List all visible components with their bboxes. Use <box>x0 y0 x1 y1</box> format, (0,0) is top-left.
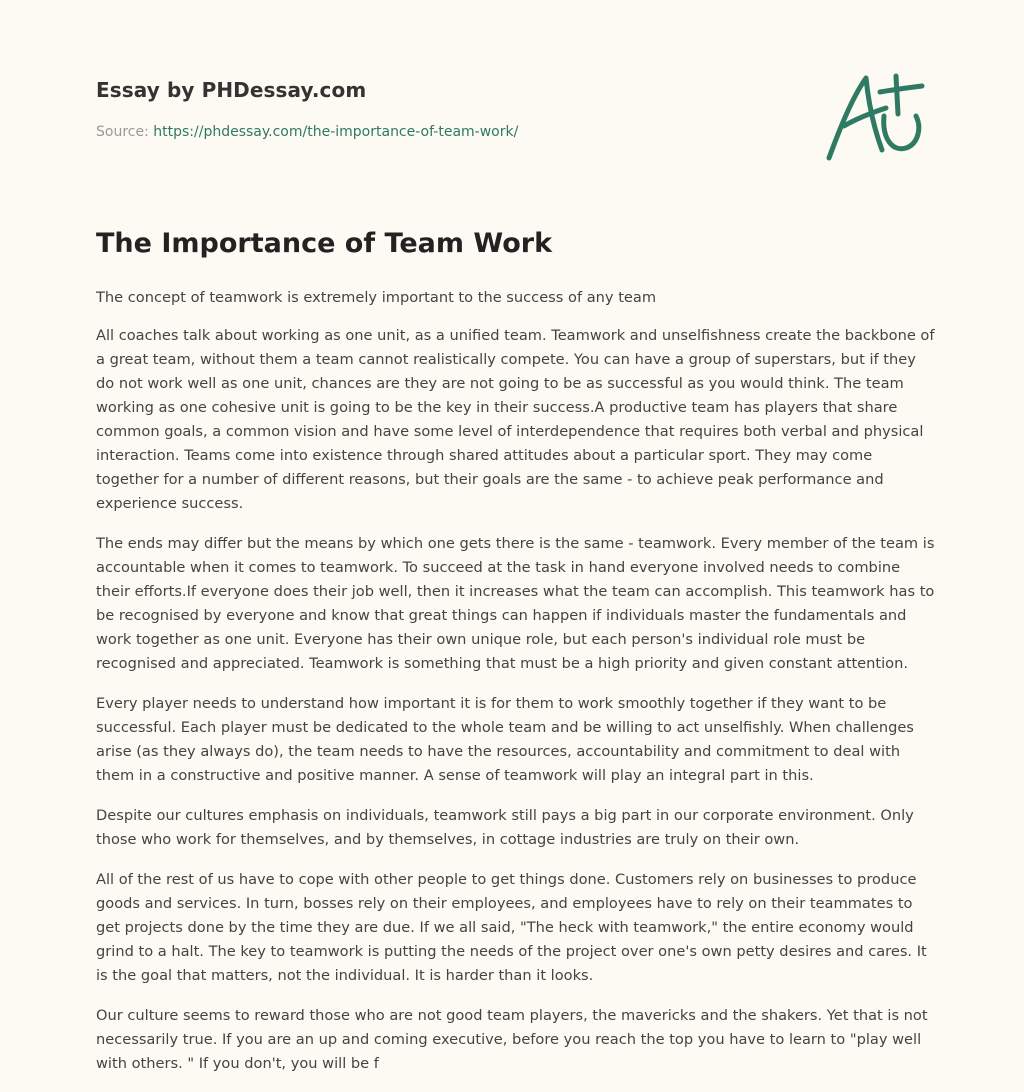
essay-paragraph: All of the rest of us have to cope with other people to get things done. Customers rely on businesses to produce goods and services. In turn, bosses rely on their employees, and employees have to rely on their teammates to get projects done by the time they are due. If we all said, "The heck with teamwork," the entire economy would grind to a halt. The key to teamwork is putting the needs of the project over one's own petty desires and cares. It is the goal that matters, not the individual. It is harder than it looks. <box>96 871 927 984</box>
essay-paragraph: Every player needs to understand how important it is for them to work smoothly together if they want to be successful. Each player must be dedicated to the whole team and be willing to act unselfishly. When challenges arise (as they always do), the team needs to have the resources, accountability and commitment to deal with them in a constructive and positive manner. A sense of teamwork will play an integral part in this. <box>96 695 914 784</box>
essay-paragraph: The concept of teamwork is extremely important to the success of any team <box>96 289 657 306</box>
essay-paragraph: The ends may differ but the means by which one gets there is the same - teamwork. Every member of the team is accountable when it comes to teamwork. To succeed at the task in hand everyone involved needs to combine their efforts.If everyone does their job well, then it increases what the team can accomplish. This teamwork has to be recognised by everyone and know that great things can happen if individuals master the fundamentals and work together as one unit. Everyone has their own unique role, but each person's individual role must be recognised and appreciated. Teamwork is something that must be a high priority and given constant attention. <box>96 535 935 672</box>
source-line <box>96 122 776 142</box>
essay-paragraph: Our culture seems to reward those who are not good team players, the mavericks and the shakers. Yet that is not necessarily true. If you are an up and coming executive, before you reach the top you have to learn to "play well with others. " If you don't, you will be f <box>96 1007 928 1072</box>
a-plus-grade-icon <box>822 68 932 164</box>
essay-body <box>96 286 936 1092</box>
source-label: Source: <box>96 124 149 140</box>
site-brand: Essay by PHDessay.com <box>96 78 367 102</box>
source-link[interactable]: https://phdessay.com/the-importance-of-team-work/ <box>153 124 519 140</box>
essay-title: The Importance of Team Work <box>96 228 553 259</box>
essay-paragraph: Despite our cultures emphasis on individuals, teamwork still pays a big part in our corporate environment. Only those who work for themselves, and by themselves, in cottage industries are truly on their own. <box>96 807 914 848</box>
page-header <box>96 76 776 142</box>
essay-paragraph: All coaches talk about working as one unit, as a unified team. Teamwork and unselfishness create the backbone of a great team, without them a team cannot realistically compete. You can have a group of superstars, but if they do not work well as one unit, chances are they are not going to be as successful as you would think. The team working as one cohesive unit is going to be the key in their success.A productive team has players that share common goals, a common vision and have some level of interdependence that requires both verbal and physical interaction. Teams come into existence through shared attitudes about a particular sport. They may come together for a number of different reasons, but their goals are the same - to achieve peak performance and experience success. <box>96 327 935 512</box>
